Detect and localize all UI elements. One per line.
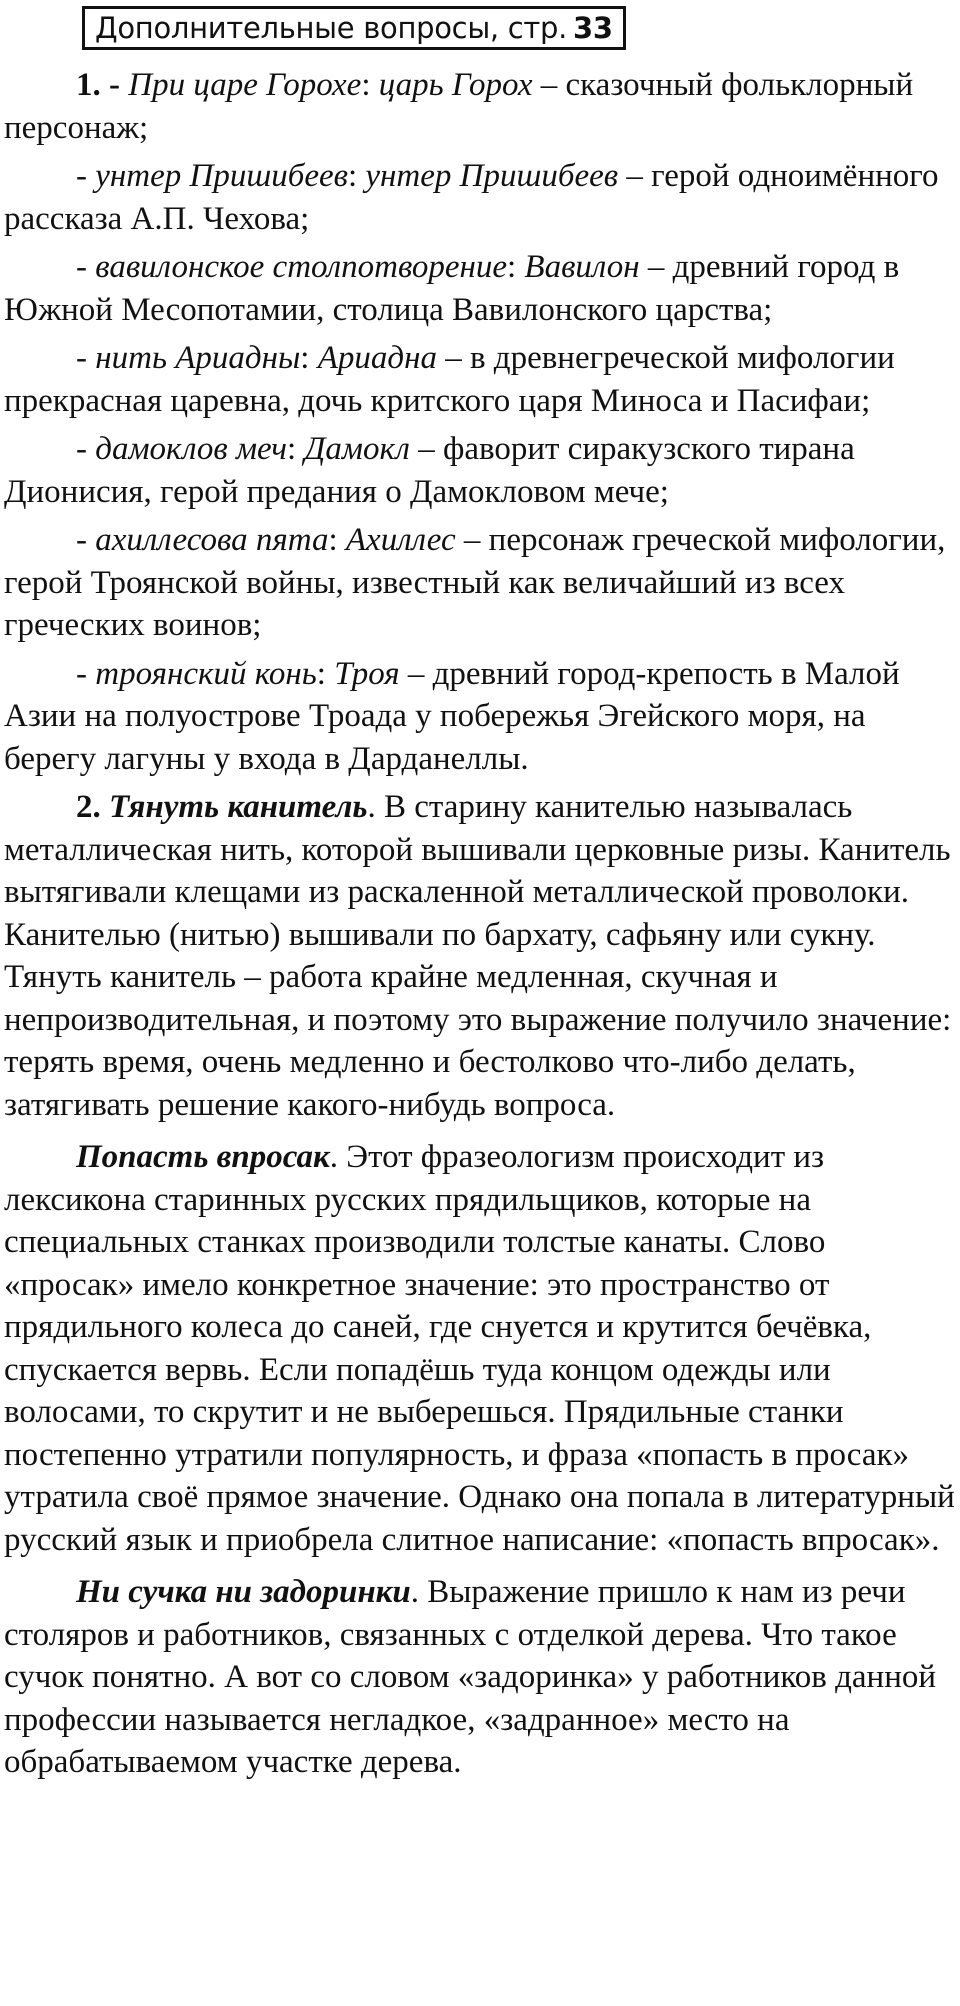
- q1-item: [4, 653, 957, 781]
- origin-description: – в древнегреческой мифологии прекрасная царевна, дочь критского царя Миноса и Пасифаи;: [4, 340, 895, 419]
- idiom-phrase: ахиллесова пята: [95, 522, 329, 558]
- q1-item: [4, 428, 957, 513]
- idiom-phrase: Попасть впросак: [76, 1139, 330, 1175]
- answer-text: [4, 64, 957, 1790]
- idiom-phrase: Ни сучка ни задоринки: [76, 1574, 411, 1610]
- q1-item: [4, 519, 957, 647]
- colon: :: [507, 249, 517, 285]
- idiom-phrase: троянский конь: [95, 655, 317, 692]
- q1-item: [4, 337, 957, 422]
- origin-description: – сказочный фольклорный персонаж;: [4, 67, 914, 146]
- origin-name: Дамокл: [304, 431, 410, 467]
- item-dash: -: [76, 522, 96, 558]
- idiom-phrase: унтер Пришибеев: [95, 158, 348, 194]
- q1-item: [4, 155, 957, 240]
- idiom-phrase: вавилонское столпотворение: [95, 249, 507, 285]
- item-dash: -: [76, 655, 96, 692]
- colon: :: [328, 522, 338, 558]
- q1-item: [4, 246, 957, 331]
- origin-description: – фаворит сиракузского тирана Дионисия, герой предания о Дамокловом мече;: [4, 431, 855, 510]
- idiom-phrase: Тянуть канитель: [109, 789, 368, 825]
- q1-item: [4, 64, 957, 149]
- q1-number: 1. -: [76, 67, 120, 103]
- origin-name: Ариадна: [317, 340, 437, 376]
- origin-description: – древний город-крепость в Малой Азии на полуострове Троада у побережья Эгейского моря, на берегу лагуны у входа в Дарданеллы.: [4, 655, 900, 777]
- origin-description: – герой одноимённого рассказа А.П. Чехова;: [4, 158, 939, 237]
- idiom-explanation: . В старину канителью называлась металлическая нить, которой вышивали церковные ризы. Канитель вытягивали клещами из раскаленной металлической проволоки. Канителью (нитью) вышивали по бархату, сафьяну или сукну. Тянуть канитель – работа крайне медленная, скучная и непроизводительная, и поэтому это выражение получило значение: терять время, очень медленно и бестолково что-либо делать, затягивать решение какого-нибудь вопроса.: [4, 789, 952, 1123]
- idiom-phrase: нить Ариадны: [95, 340, 301, 376]
- q2-paragraph: [4, 1136, 957, 1561]
- colon: :: [316, 655, 326, 692]
- origin-name: унтер Пришибеев: [365, 158, 619, 194]
- item-dash: -: [76, 249, 96, 285]
- item-dash: -: [76, 431, 96, 467]
- colon: :: [300, 340, 310, 376]
- origin-name: Ахиллес: [345, 522, 456, 558]
- idiom-phrase: При царе Горохе: [128, 67, 362, 103]
- section-header: [82, 6, 626, 50]
- origin-description: – древний город в Южной Месопотамии, столица Вавилонского царства;: [4, 249, 900, 328]
- origin-name: Вавилон: [524, 249, 640, 285]
- q2-number: 2.: [76, 789, 101, 825]
- item-dash: -: [76, 158, 96, 194]
- header-label: Дополнительные вопросы, стр.: [95, 11, 568, 45]
- origin-name: Троя: [334, 655, 400, 692]
- colon: :: [361, 67, 371, 103]
- colon: :: [347, 158, 358, 194]
- q2-paragraph: [4, 786, 957, 1126]
- idiom-explanation: . Выражение пришло к нам из речи столяров и работников, связанных с отделкой дерева. Что такое сучок понятно. А вот со словом «задоринка» у работников данной профессии называется негладкое, «задранное» место на обрабатываемом участке дерева.: [4, 1574, 937, 1780]
- header-page-number: 33: [573, 11, 613, 45]
- q2-paragraph: [4, 1571, 957, 1784]
- item-dash: -: [76, 340, 96, 376]
- idiom-phrase: дамоклов меч: [95, 431, 287, 467]
- origin-description: – персонаж греческой мифологии, герой Троянской войны, известный как величайший из всех греческих воинов;: [4, 522, 946, 643]
- colon: :: [286, 431, 297, 467]
- origin-name: царь Горох: [378, 67, 533, 103]
- idiom-explanation: . Этот фразеологизм происходит из лексикона старинных русских прядильщиков, которые на специальных станках производили толстые канаты. Слово «просак» имело конкретное значение: это пространство от прядильного колеса до саней, где снуется и крутится бечёвка, спускается вервь. Если попадёшь туда концом одежды или волосами, то скрутит и не выберешься. Прядильные станки постепенно утратили популярность, и фраза «попасть в просак» утратила своё прямое значение. Однако она попала в литературный русский язык и приобрела слитное написание: «попасть впросак».: [4, 1139, 955, 1558]
